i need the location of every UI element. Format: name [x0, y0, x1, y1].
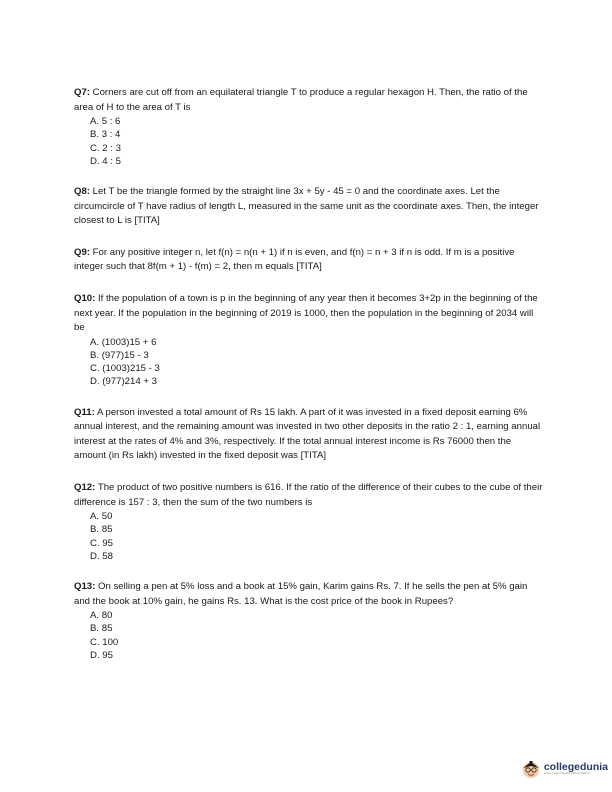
question-text: For any positive integer n, let f(n) = n(n + 1) if n is even, and f(n) = n + 3 if n is odd. If m is a positive integer such that 8f(m + 1) - f(m) = 2, then m equals [TITA] [74, 246, 515, 273]
question-q7 [74, 86, 544, 168]
option-b: B. 85 [90, 623, 113, 635]
option-a: A. 5 : 6 [90, 116, 121, 128]
option-a: A. 80 [90, 610, 113, 622]
question-number: Q9: [74, 246, 90, 258]
logo-name: collegedunia [543, 760, 608, 773]
question-number: Q10: [74, 292, 96, 304]
question-page [74, 86, 544, 679]
option-d: D. 58 [90, 550, 113, 562]
option-d: D. 4 : 5 [90, 155, 121, 167]
question-number: Q7: [74, 87, 90, 98]
option-c: C. (1003)215 - 3 [90, 363, 160, 375]
question-q11 [74, 406, 544, 464]
option-b: B. (977)15 - 3 [90, 349, 149, 361]
question-q8 [74, 185, 544, 229]
option-d: D. 95 [90, 649, 113, 661]
option-list [74, 115, 544, 168]
option-a: A. (1003)15 + 6 [90, 336, 157, 348]
collegedunia-logo[interactable] [520, 758, 608, 780]
mascot-icon [520, 758, 542, 780]
option-list [74, 336, 544, 389]
option-c: C. 2 : 3 [90, 142, 121, 154]
question-text: On selling a pen at 5% loss and a book at 15% gain, Karim gains Rs. 7. If he sells the pen at 5% gain and the book at 10% gain, he gains Rs. 13. What is the cost price of the book in Rupees? [74, 580, 528, 607]
option-b: B. 85 [90, 524, 113, 536]
question-q10 [74, 292, 544, 389]
option-list [74, 609, 544, 662]
question-number: Q11: [74, 406, 95, 418]
option-b: B. 3 : 4 [90, 129, 121, 141]
question-q9 [74, 246, 544, 275]
question-q12 [74, 481, 544, 563]
option-c: C. 95 [90, 537, 113, 549]
question-text: If the population of a town is p in the beginning of any year then it becomes 3+2p in the beginning of the next year. If the population in the beginning of 2019 is 1000, then the population in the beginning of 2034 will be [74, 292, 538, 334]
question-text: Corners are cut off from an equilateral triangle T to produce a regular hexagon H. Then, the ratio of the area of H to the area of T is [74, 87, 528, 113]
option-c: C. 100 [90, 636, 119, 648]
question-number: Q13: [74, 580, 96, 592]
question-text: Let T be the triangle formed by the straight line 3x + 5y - 45 = 0 and the coordinate axes. Let the circumcircle of T have radius of length L, measured in the same unit as the coordinate axes. Then, the integer closest to L is [TITA] [74, 186, 539, 227]
option-list [74, 510, 544, 563]
question-number: Q12: [74, 481, 96, 493]
option-a: A. 50 [90, 511, 113, 523]
question-text: The product of two positive numbers is 616. If the ratio of the difference of their cubes to the cube of their difference is 157 : 3, then the sum of the two numbers is [74, 481, 543, 508]
question-number: Q8: [74, 186, 90, 197]
logo-tagline: India's Largest Student Review Platform [543, 772, 590, 776]
question-text: A person invested a total amount of Rs 15 lakh. A part of it was invested in a fixed deposit earning 6% annual interest, and the remaining amount was invested in two other deposits in the ratio 2 : 1, earning annual interest at the rates of 4% and 3%, respectively. If the total annual interest income is Rs 76000 then the amount (in Rs lakh) invested in the fixed deposit was [TITA] [74, 406, 541, 462]
option-d: D. (977)214 + 3 [90, 376, 157, 388]
question-q13 [74, 580, 544, 662]
